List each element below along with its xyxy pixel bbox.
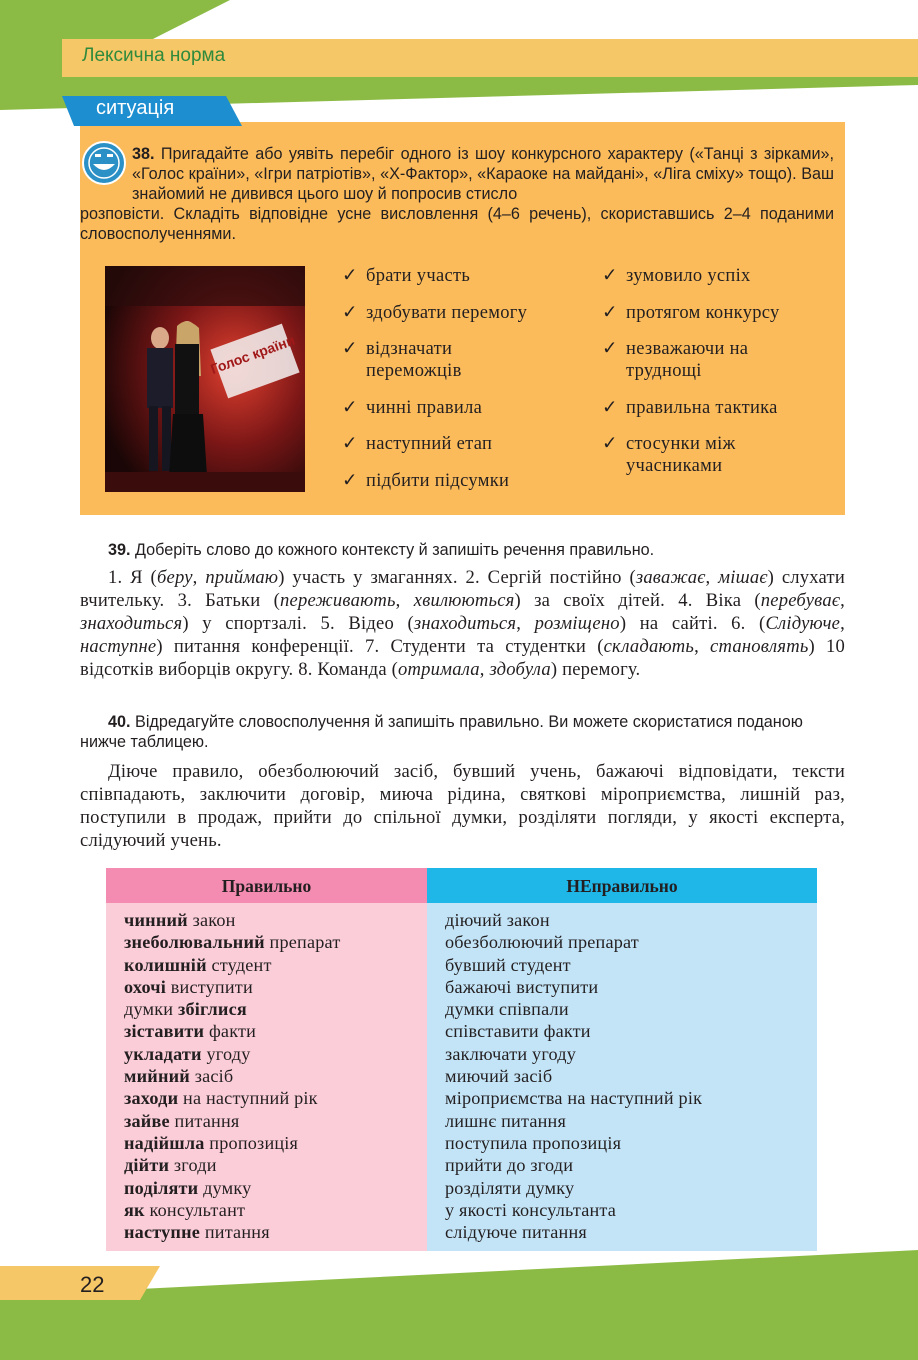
- incorrect-list: [445, 909, 702, 1243]
- table-row: зайве питання: [124, 1110, 240, 1131]
- table-row: чинний закон: [124, 910, 236, 930]
- table-row: колишній студент: [124, 954, 272, 975]
- phrase-item: ✓ здобувати перемогу: [342, 303, 528, 323]
- checkmark-icon: ✓: [342, 339, 358, 359]
- phrase-item: ✓ наступний етап: [342, 434, 493, 454]
- checkmark-icon: ✓: [602, 398, 618, 418]
- phrase-item: ✓ підбити підсумки: [342, 471, 510, 491]
- phrase-item: ✓ правильна тактика: [602, 398, 778, 418]
- checkmark-icon: ✓: [602, 303, 618, 323]
- table-row: укладати угоду: [124, 1043, 251, 1064]
- checkmark-icon: ✓: [602, 266, 618, 286]
- task-38-text: [132, 144, 834, 204]
- task-number: 39.: [108, 541, 131, 559]
- task-40-text: Діюче правило, обезболюючий засіб, бувший учень, бажаючі відповідати, тексти співпадають, заключити договір, миюча рідина, святкові міроприємства, лишній раз, поступили в продаж, прийти до спільної думки, розділяти погляди, у якості експерта, слідуючий учень.: [80, 761, 845, 851]
- table-row: бажаючі виступити: [445, 976, 599, 997]
- task-number: 40.: [108, 713, 131, 731]
- phrase-item: ✓ відзначати переможців: [342, 339, 462, 381]
- table-row: дійти згоди: [124, 1155, 217, 1176]
- table-row: надійшла пропозиція: [124, 1132, 299, 1153]
- phrase-item: ✓ брати участь: [342, 266, 471, 286]
- table-row: поділяти думку: [124, 1177, 252, 1198]
- task-39-instruction: Доберіть слово до кожного контексту й запишіть речення правильно.: [135, 541, 655, 559]
- correct-list: [124, 909, 341, 1243]
- checkmark-icon: ✓: [342, 471, 358, 491]
- checkmark-icon: ✓: [602, 339, 618, 359]
- situation-label: ситуація: [96, 97, 175, 119]
- table-row: зіставити факти: [124, 1021, 257, 1042]
- table-row: наступне питання: [124, 1222, 270, 1243]
- phrase-item: ✓ зумовило успіх: [602, 266, 751, 286]
- table-header-incorrect: НЕправильно: [566, 876, 678, 896]
- phrase-item: ✓ протягом конкурсу: [602, 303, 780, 323]
- table-row: співставити факти: [445, 1021, 591, 1042]
- table-row: розділяти думку: [445, 1177, 575, 1198]
- checkmark-icon: ✓: [342, 434, 358, 454]
- table-row: у якості консультанта: [445, 1199, 617, 1220]
- table-row: бувший студент: [445, 954, 571, 975]
- phrase-item: ✓ незважаючи на труднощі: [602, 339, 749, 381]
- task-38-instruction-part1: Пригадайте або уявіть перебіг одного із шоу конкурсного характеру («Танці з зірками», «Голос країни», «Ігри патріотів», «Х-Фактор», «Караоке на майдані», «Ліга сміху» тощо). Ваш знайомий не дивився цього шоу й попросив стисло: [132, 145, 834, 203]
- smiley-face-icon: [81, 140, 127, 186]
- table-row: як консультант: [124, 1199, 246, 1220]
- phrase-item: ✓ чинні правила: [342, 398, 483, 418]
- table-row: поступила пропозиція: [445, 1132, 622, 1153]
- table-row: міроприємства на наступний рік: [445, 1088, 703, 1109]
- task-40-instruction: Відредагуйте словосполучення й запишіть правильно. Ви можете скористатися поданою нижче таблицею.: [80, 713, 803, 751]
- table-row: заходи на наступний рік: [124, 1088, 318, 1109]
- checkmark-icon: ✓: [342, 303, 358, 323]
- bottom-green-decoration: [0, 1236, 918, 1360]
- task-39-sentences: 1. Я (беру, приймаю) участь у змаганнях. 2. Сергій постійно (заважає, мішає) слухати вчительку. 3. Батьки (переживають, хвилюються) за своїх дітей. 4. Віка (перебуває, знаходиться) у спортзалі. 5. Відео (знаходиться, розміщено) на сайті. 6. (Слідуюче, наступне) питання конференції. 7. Студенти та студентки (складають, становлять) 10 відсотків виборців округу. 8. Команда (отримала, здобула) перемогу.: [80, 567, 845, 680]
- table-row: лишнє питання: [445, 1110, 567, 1131]
- task-39-heading: [108, 540, 845, 560]
- checkmark-icon: ✓: [602, 434, 618, 454]
- task-number: 38.: [132, 145, 155, 163]
- task-40-heading: [80, 712, 845, 752]
- table-row: знеболювальний препарат: [124, 932, 341, 953]
- table-row: думки співпали: [445, 999, 569, 1020]
- photo-caption: Голос країни: [208, 331, 297, 378]
- checkmark-icon: ✓: [342, 266, 358, 286]
- table-row: діючий закон: [445, 910, 550, 930]
- table-row: миючий засіб: [445, 1066, 553, 1087]
- task-38-text-continued: розповісти. Складіть відповідне усне висловлення (4–6 речень), скориставшись 2–4 поданими словосполученнями.: [80, 205, 834, 243]
- table-row: слідуюче питання: [445, 1222, 587, 1243]
- table-row: заключати угоду: [445, 1043, 577, 1064]
- table-row: думки збіглися: [124, 999, 247, 1020]
- phrase-item: ✓ стосунки між учасниками: [602, 434, 736, 476]
- section-title: Лексична норма: [82, 45, 226, 66]
- page-number: 22: [80, 1272, 105, 1297]
- table-row: охочі виступити: [124, 976, 253, 997]
- table-header-correct: Правильно: [221, 876, 312, 896]
- table-row: прийти до згоди: [445, 1155, 574, 1176]
- table-row: мийний засіб: [124, 1066, 234, 1087]
- checkmark-icon: ✓: [342, 398, 358, 418]
- table-row: обезболюючий препарат: [445, 932, 639, 953]
- tv-show-stage-photo: [105, 266, 305, 492]
